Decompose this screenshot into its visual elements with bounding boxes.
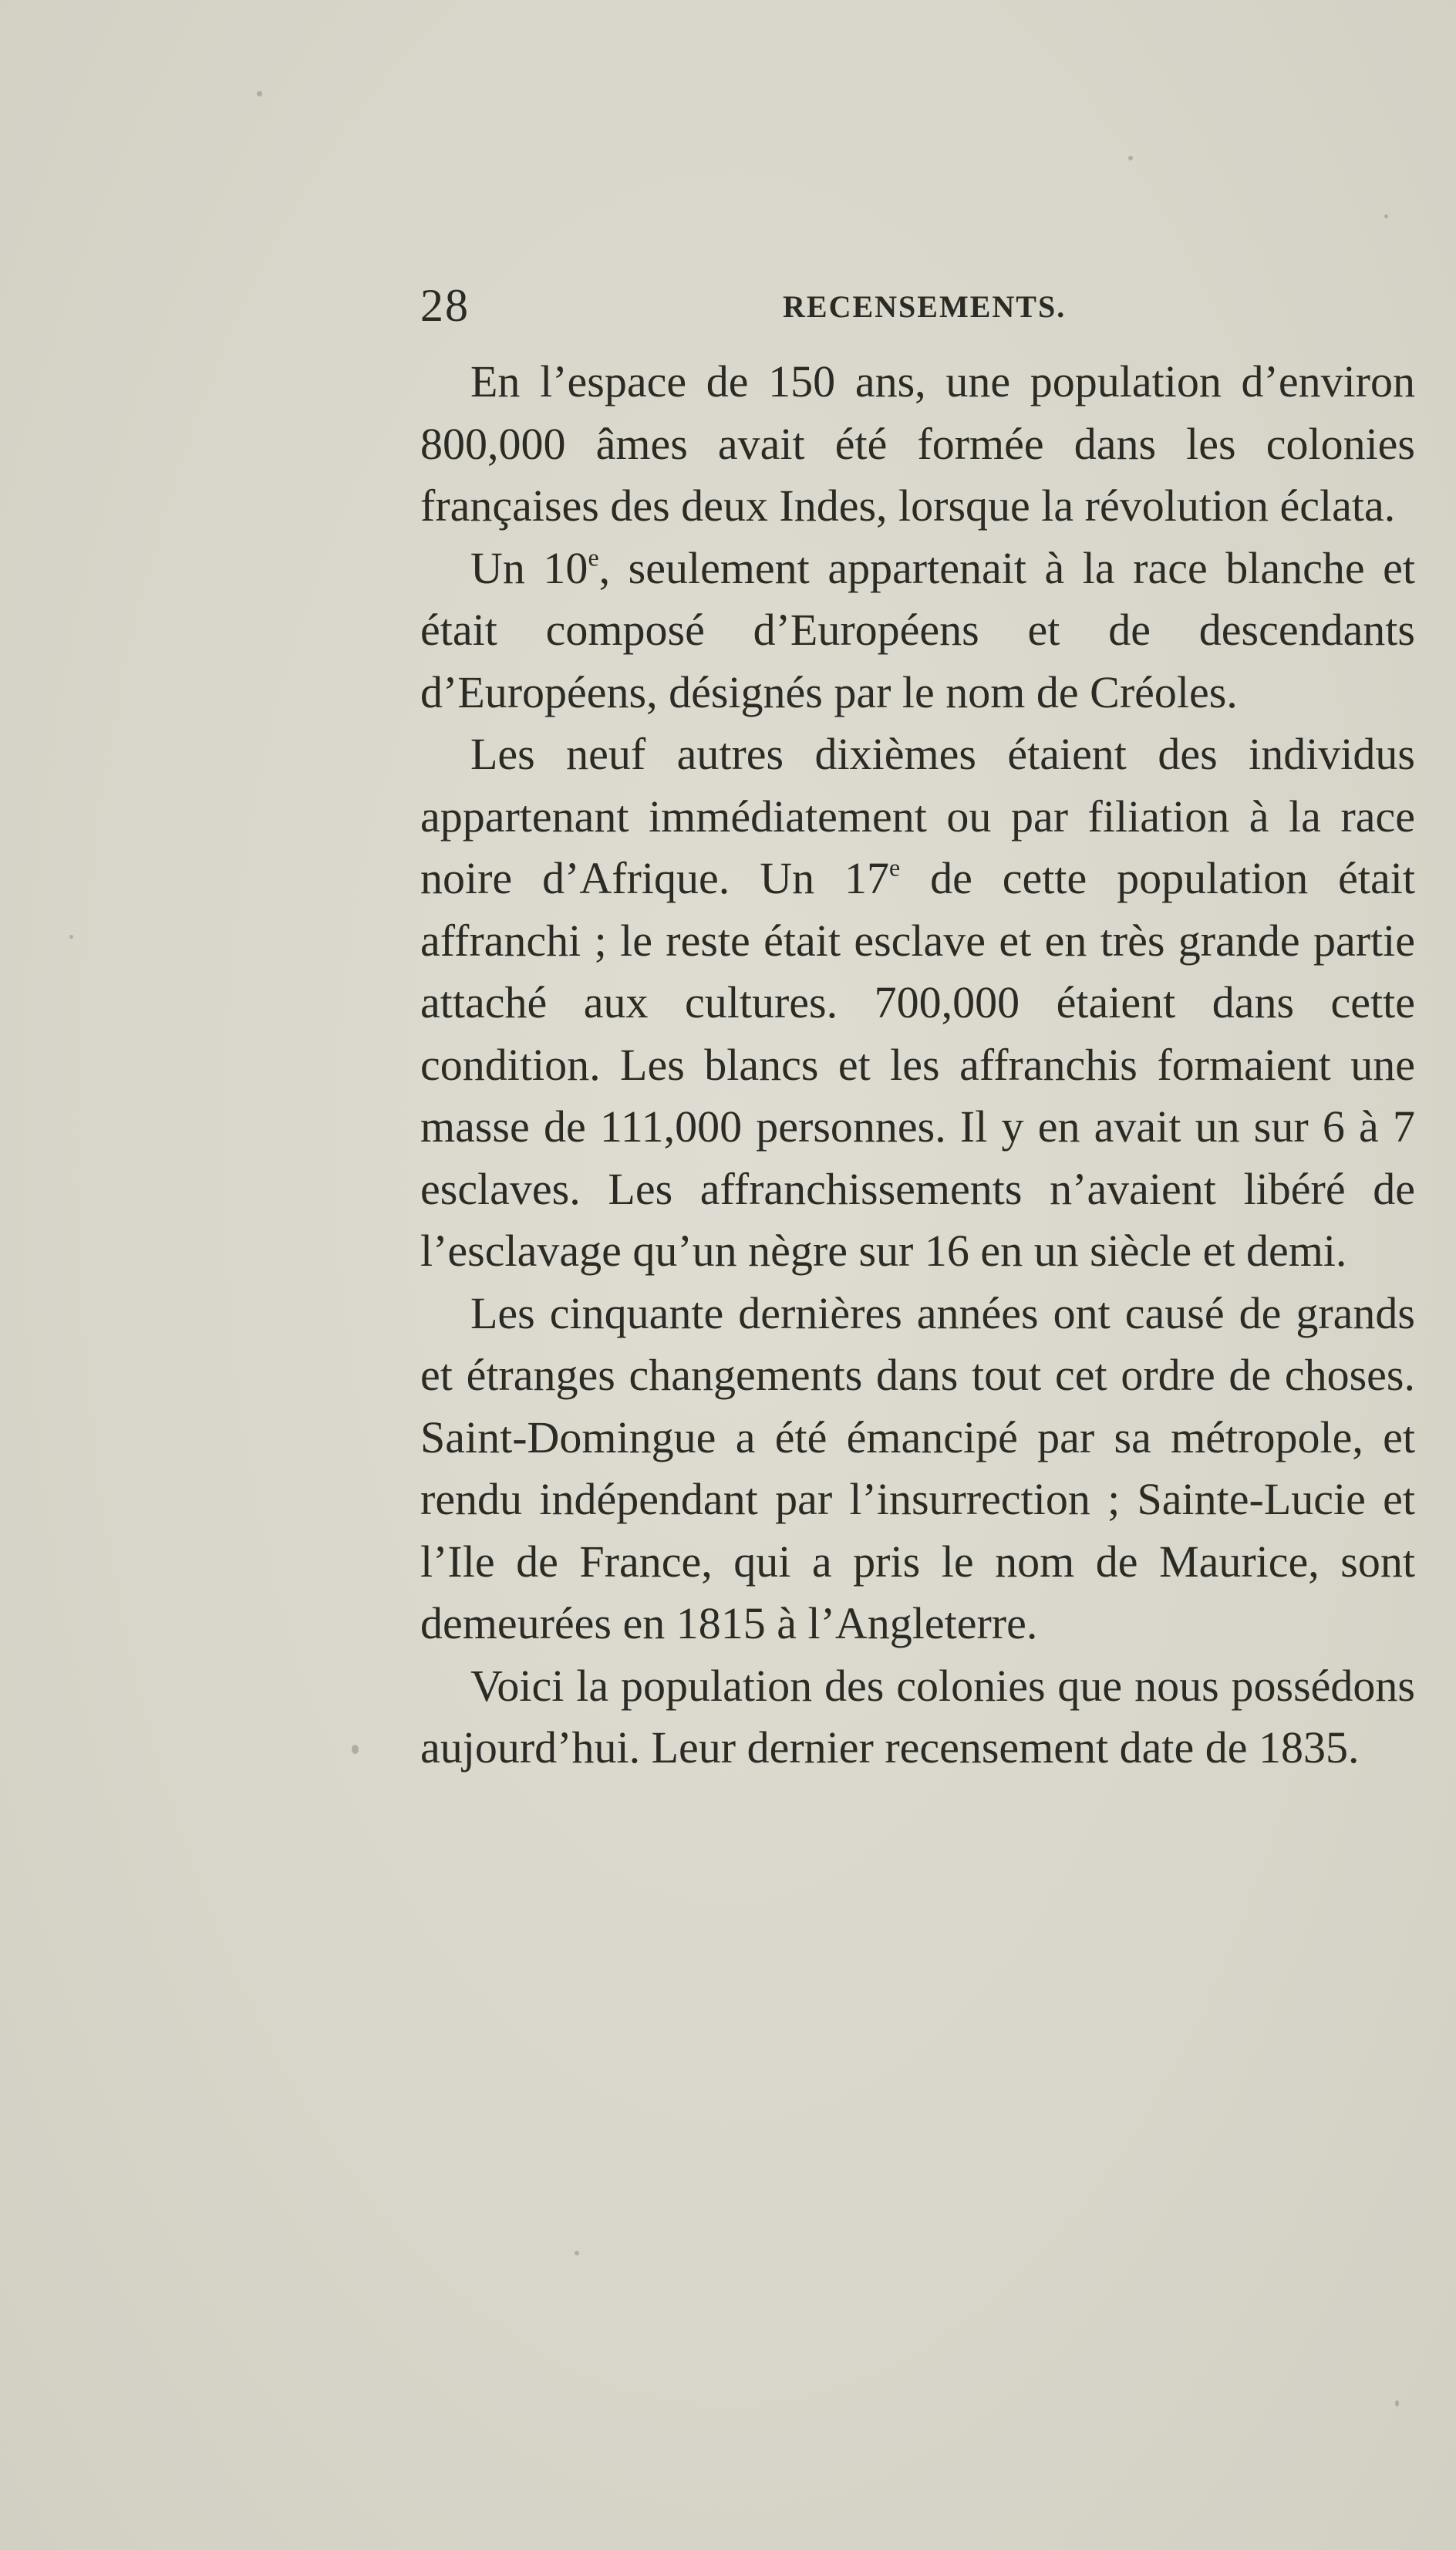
paragraph-text: Les cinquante dernières années ont causé de grands et étranges changements dans tout cet ordre de choses. Saint-Domingue a été émancipé par sa métropole, et rendu indépendant par l’insurrection ; Sainte-Lucie et l’Ile de France, qui a pris le nom de Maurice, sont demeurées en 1815 à l’Angleterre. (420, 1287, 1415, 1648)
paragraph-text: Voici la population des colonies que nous possédons aujourd’hui. Leur dernier recensement date de 1835. (420, 1660, 1415, 1773)
page-header (420, 278, 1415, 332)
paper-speck (1395, 2400, 1399, 2407)
paper-speck (1384, 214, 1388, 218)
paragraph-text: Un 10 (470, 542, 588, 593)
paragraph (420, 351, 1415, 538)
paragraph (420, 1283, 1415, 1655)
ordinal-superscript: e (889, 854, 901, 882)
page-number: 28 (420, 280, 470, 331)
paper-speck (1128, 156, 1133, 160)
paper-speck (352, 1745, 359, 1754)
paragraph (420, 1655, 1415, 1779)
running-head: RECENSEMENTS. (783, 289, 1067, 324)
paragraph-text: En l’espace de 150 ans, une population d’environ 800,000 âmes avait été formée dans les colonies françaises des deux Indes, lorsque la révolution éclata. (420, 356, 1415, 531)
paragraph (420, 538, 1415, 724)
paragraph (420, 724, 1415, 1283)
paragraph-text: , seulement appartenait à la race blanche et était composé d’Européens et de descendants d’Européens, désignés par le nom de Créoles. (420, 542, 1415, 717)
body-text (420, 351, 1415, 1779)
paragraph-text: de cette population était affranchi ; le reste était esclave et en très grande partie attaché aux cultures. 700,000 étaient dans cette condition. Les blancs et les affranchis formaient une masse de 111,000 personnes. Il y en avait un sur 6 à 7 esclaves. Les affranchissements n’avaient libéré de l’esclavage qu’un nègre sur 16 en un siècle et demi. (420, 853, 1416, 1276)
paragraph-text: Les neuf autres dixièmes étaient des individus appartenant immédiatement ou par filiation à la race noire d’Afrique. Un 17 (420, 729, 1415, 903)
paper-speck (575, 2251, 579, 2255)
paper-speck (69, 935, 73, 939)
ordinal-superscript: e (588, 544, 599, 572)
paper-speck (257, 91, 262, 96)
